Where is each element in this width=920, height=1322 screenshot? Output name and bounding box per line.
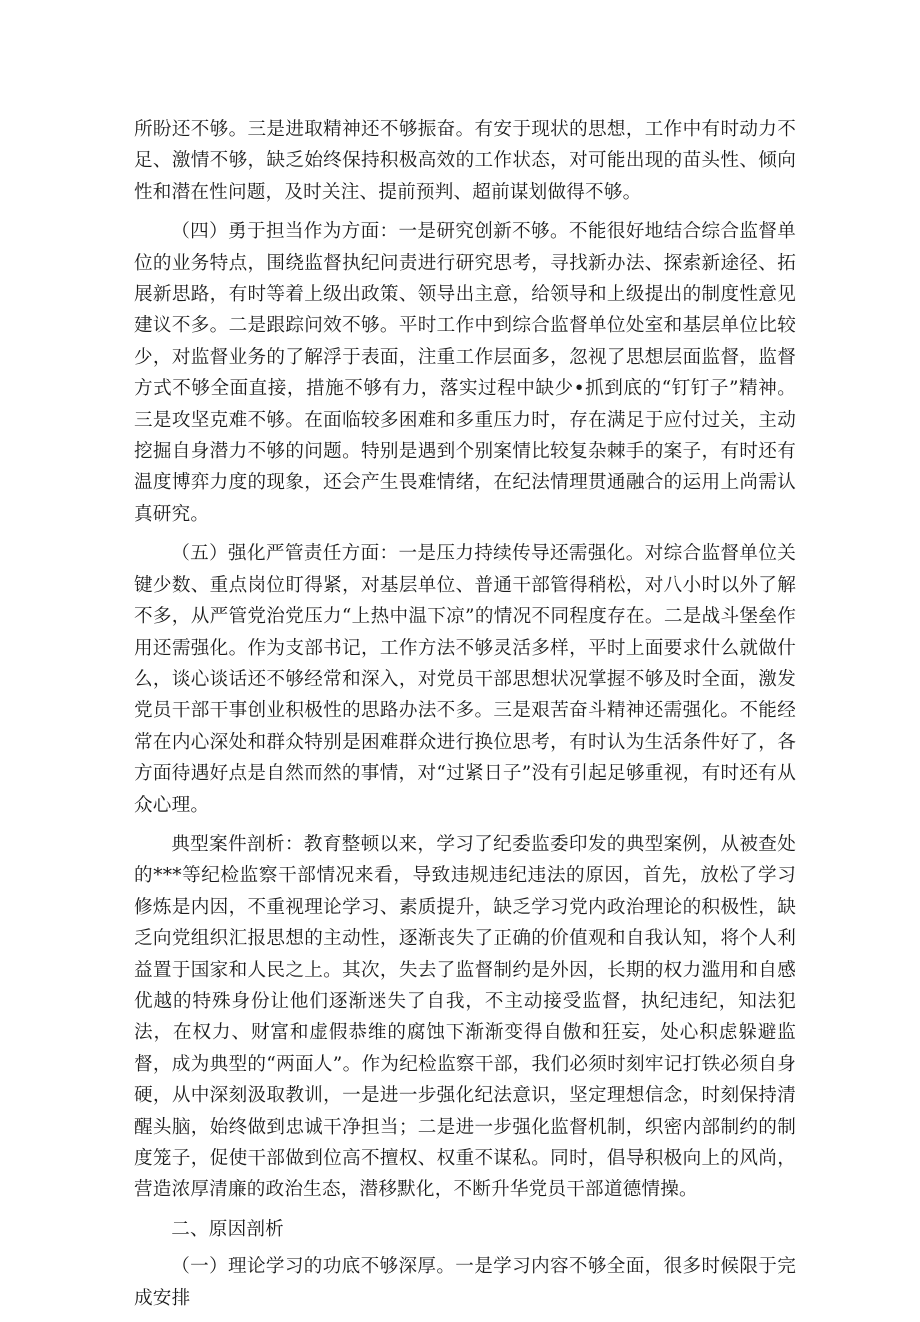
paragraph-section-5: （五）强化严管责任方面：一是压力持续传导还需强化。对综合监督单位关键少数、重点岗位盯得紧，对基层单位、普通干部管得稍松，对八小时以外了解不多，从严管党治党压力“上热中温下凉”的情况不同程度存在。二是战斗堡垒作用还需强化。作为支部书记，工作方法不够灵活多样，平时上面要求什么就做什么，谈心谈话还不够经常和深入，对党员干部思想状况掌握不够及时全面，激发党员干部干事创业积极性的思路办法不多。三是艰苦奋斗精神还需强化。不能经常在内心深处和群众特别是困难群众进行换位思考，有时认为生活条件好了，各方面待遇好点是自然而然的事情，对“过紧日子”没有引起足够重视，有时还有从众心理。 [134,543,796,816]
section-heading: 二、原因剖析 [171,1218,284,1240]
paragraph-section-4: （四）勇于担当作为方面：一是研究创新不够。不能很好地结合综合监督单位的业务特点，围绕监督执纪问责进行研究思考，寻找新办法、探索新途径、拓展新思路，有时等着上级出政策、领导出主意，给领导和上级提出的制度性意见建议不多。二是跟踪问效不够。平时工作中到综合监督单位处室和基层单位比较少，对监督业务的了解浮于表面，注重工作层面多，忽视了思想层面监督，监督方式不够全面直接，措施不够有力，落实过程中缺少•抓到底的“钉钉子”精神。三是攻坚克难不够。在面临较多困难和多重压力时，存在满足于应付过关，主动挖掘自身潜力不够的问题。特别是遇到个别案情比较复杂棘手的案子，有时还有温度博弈力度的现象，还会产生畏难情绪，在纪法情理贯通融合的运用上尚需认真研究。 [134,221,796,525]
paragraph-case-analysis: 典型案件剖析：教育整顿以来，学习了纪委监委印发的典型案例，从被查处的***等纪检监察干部情况来看，导致违规违纪违法的原因，首先，放松了学习修炼是内因，不重视理论学习、素质提升，缺乏学习党内政治理论的积极性，缺乏向党组织汇报思想的主动性，逐渐丧失了正确的价值观和自我认知，将个人利益置于国家和人民之上。其次，失去了监督制约是外因，长期的权力滥用和自感优越的特殊身份让他们逐渐迷失了自我，不主动接受监督，执纪违纪，知法犯法，在权力、财富和虚假恭维的腐蚀下渐渐变得自傲和狂妄，处心积虑躲避监督，成为典型的“两面人”。作为纪检监察干部，我们必须时刻牢记打铁必须自身硬，从中深刻汲取教训，一是进一步强化纪法意识，坚定理想信念，时刻保持清醒头脑，始终做到忠诚干净担当；二是进一步强化监督机制，织密内部制约的制度笼子，促使干部做到位高不擅权、权重不谋私。同时，倡导积极向上的风尚，营造浓厚清廉的政治生态，潜移默化，不断升华党员干部道德情操。 [134,833,796,1201]
paragraph-cause-1: （一）理论学习的功底不够深厚。一是学习内容不够全面，很多时候限于完成安排 [134,1256,796,1309]
document-body [134,114,796,1322]
paragraph-continuation: 所盼还不够。三是进取精神还不够振奋。有安于现状的思想，工作中有时动力不足、激情不够，缺乏始终保持积极高效的工作状态，对可能出现的苗头性、倾向性和潜在性问题，及时关注、提前预判、超前谋划做得不够。 [134,119,796,203]
